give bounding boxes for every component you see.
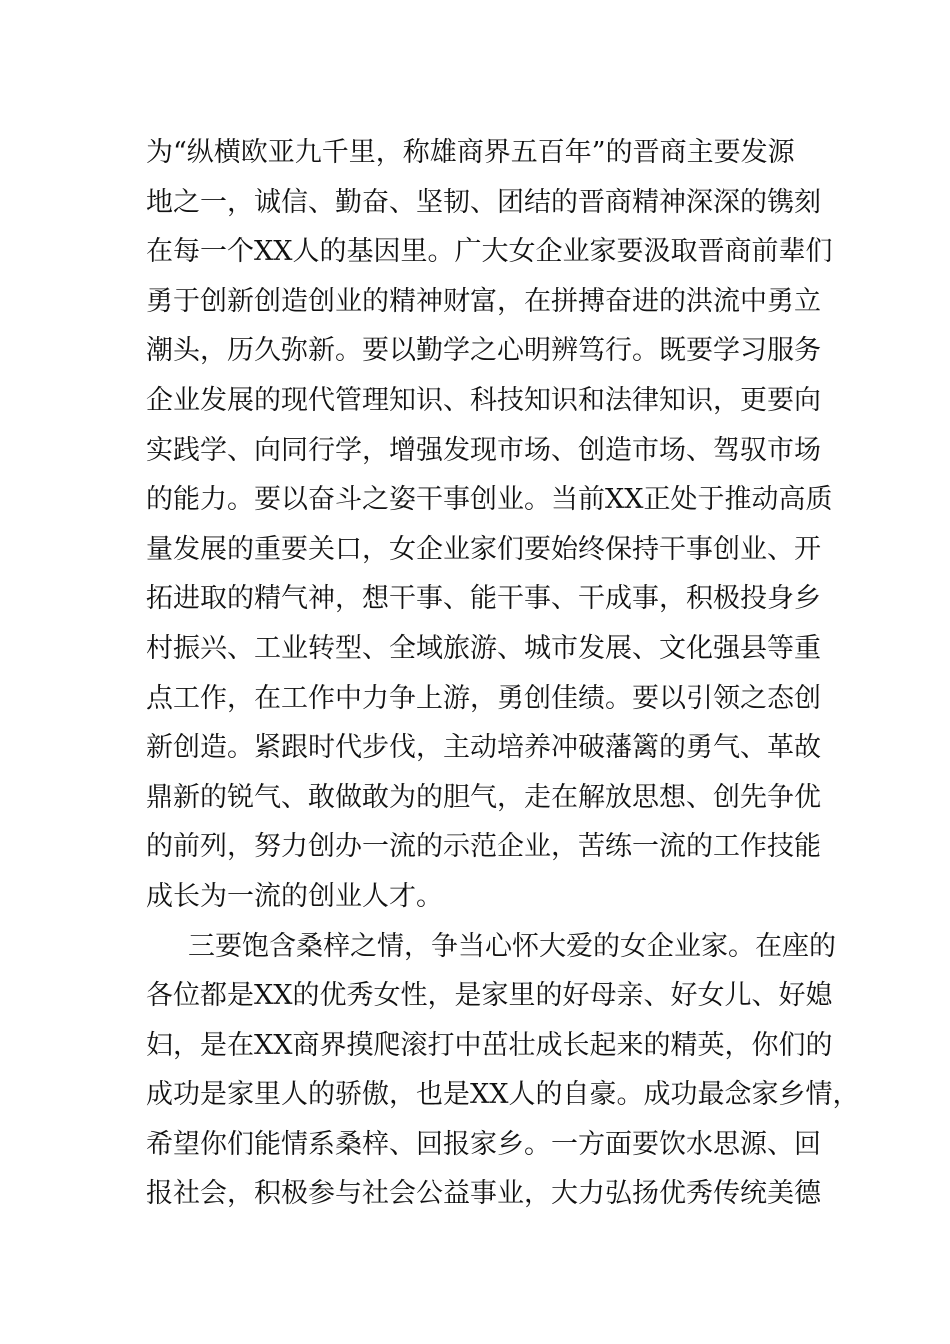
text-line: 各位都是XX的优秀女性，是家里的好母亲、好女儿、好媳 [146, 980, 833, 1012]
paragraph-1 [146, 128, 833, 922]
text-line: 妇，是在XX商界摸爬滚打中茁壮成长起来的精英，你们的 [146, 1029, 833, 1061]
text-line: 成功是家里人的骄傲，也是XX人的自豪。成功最念家乡情， [146, 1079, 860, 1111]
text-line: 量发展的重要关口，女企业家们要始终保持干事创业、开 [146, 533, 821, 565]
text-line: 在每一个XX人的基因里。广大女企业家要汲取晋商前辈们 [146, 236, 833, 268]
paragraph-2 [146, 922, 860, 1220]
text-line: 的能力。要以奋斗之姿干事创业。当前XX正处于推动高质 [146, 484, 833, 516]
text-line: 潮头，历久弥新。要以勤学之心明辨笃行。既要学习服务 [146, 335, 821, 367]
text-line: 实践学、向同行学，增强发现市场、创造市场、驾驭市场 [146, 434, 821, 466]
text-line: 勇于创新创造创业的精神财富，在拼搏奋进的洪流中勇立 [146, 285, 821, 317]
text-line: 希望你们能情系桑梓、回报家乡。一方面要饮水思源、回 [146, 1128, 821, 1160]
body-text [146, 128, 860, 1219]
text-line: 的前列，努力创办一流的示范企业，苦练一流的工作技能 [146, 831, 821, 863]
text-line: 鼎新的锐气、敢做敢为的胆气，走在解放思想、创先争优 [146, 781, 821, 813]
text-line: 拓进取的精气神，想干事、能干事、干成事，积极投身乡 [146, 583, 821, 615]
text-line: 新创造。紧跟时代步伐，主动培养冲破藩篱的勇气、革故 [146, 732, 821, 764]
text-line: 报社会，积极参与社会公益事业，大力弘扬优秀传统美德 [146, 1178, 821, 1210]
text-line: 村振兴、工业转型、全域旅游、城市发展、文化强县等重 [146, 632, 821, 664]
text-line: 企业发展的现代管理知识、科技知识和法律知识，更要向 [146, 384, 821, 416]
text-line: 成长为一流的创业人才。 [146, 880, 443, 912]
text-line: 地之一，诚信、勤奋、坚韧、团结的晋商精神深深的镌刻 [146, 186, 821, 218]
text-line: 点工作，在工作中力争上游，勇创佳绩。要以引领之态创 [146, 682, 821, 714]
text-line: 为“纵横欧亚九千里，称雄商界五百年”的晋商主要发源 [146, 137, 795, 168]
text-line: 三要饱含桑梓之情，争当心怀大爱的女企业家。在座的 [188, 930, 836, 962]
